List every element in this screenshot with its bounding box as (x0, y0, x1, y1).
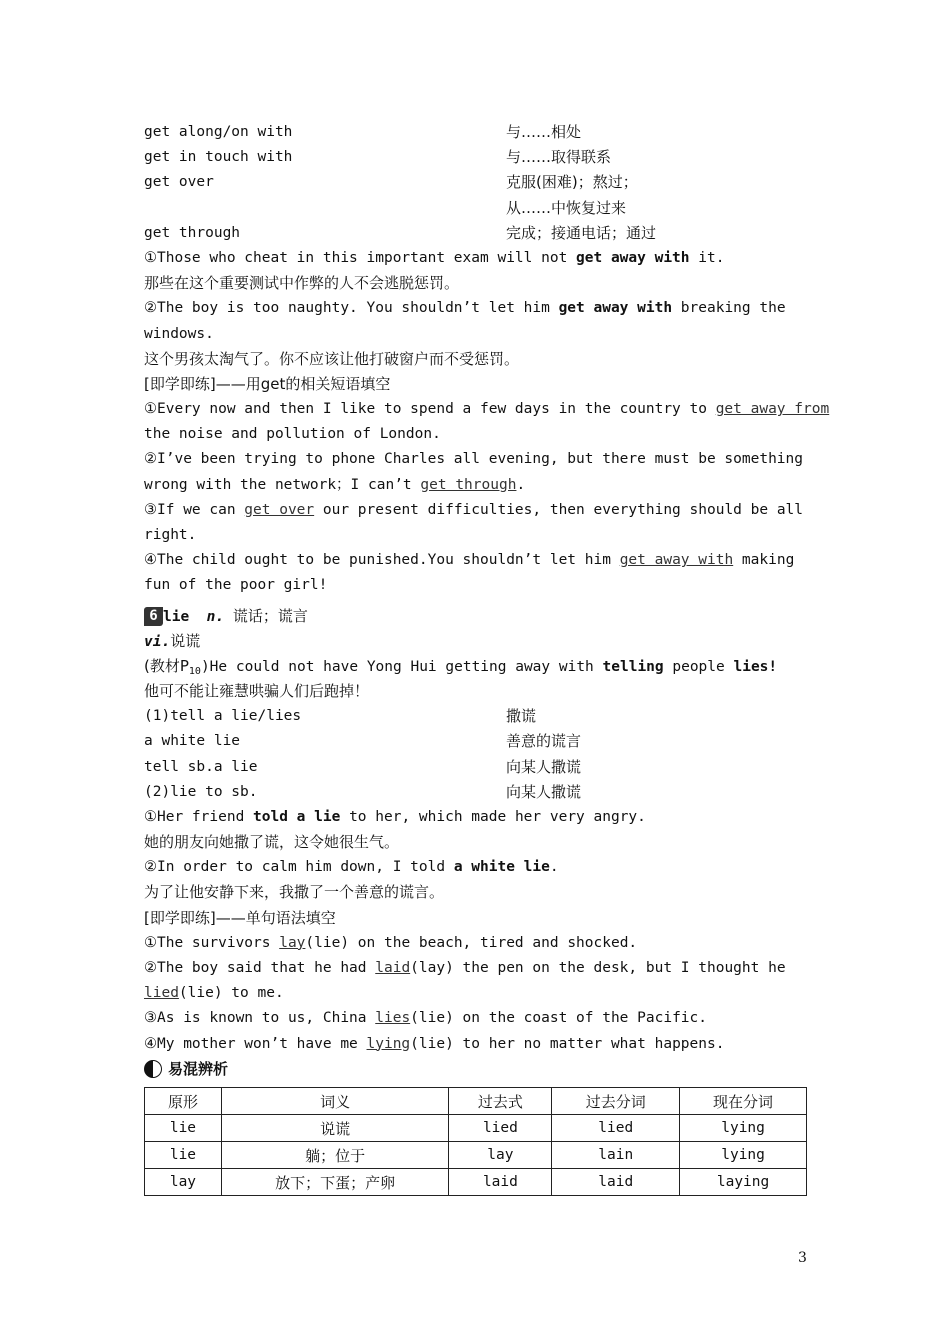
table-cell: lay (449, 1142, 552, 1169)
phrase-row (144, 704, 807, 729)
table-cell: lie (145, 1115, 222, 1142)
document-body (144, 120, 830, 1082)
section-number-icon: 6 (144, 607, 163, 626)
phrase: get over (144, 174, 214, 191)
practice-question: ④My mother won’t have me lying(lie) to her no matter what happens. (144, 1035, 725, 1052)
table-cell: 放下；下蛋；产卵 (221, 1169, 449, 1196)
table-cell: lain (552, 1142, 680, 1169)
table-row (145, 1115, 807, 1142)
example-translation: 这个男孩太淘气了。你不应该让他打破窗户而不受惩罚。 (144, 349, 520, 368)
discrimination-table (144, 1087, 807, 1196)
phrase-meaning: 完成；接通电话；通过 (506, 223, 657, 242)
example-sentence: ①Her friend told a lie to her, which made her very angry. (144, 808, 646, 825)
phrase: (1)tell a lie/lies (144, 708, 302, 725)
phrase-row (144, 196, 807, 221)
table-cell: lying (680, 1142, 807, 1169)
lie-vi-line: vi.说谎 (144, 631, 201, 650)
table-header-row (145, 1088, 807, 1115)
table-cell: lay (145, 1169, 222, 1196)
phrase-row (144, 145, 807, 170)
table-cell: 说谎 (221, 1115, 449, 1142)
phrase-row (144, 120, 807, 145)
yin-yang-icon (144, 1060, 162, 1078)
phrase-row (144, 221, 807, 246)
example-sentence: ②In order to calm him down, I told a white lie. (144, 859, 559, 876)
answer-blank: lay (279, 934, 306, 951)
phrase: tell sb.a lie (144, 758, 258, 775)
table-header: 过去分词 (552, 1088, 680, 1115)
table-cell: lied (449, 1115, 552, 1142)
phrase: a white lie (144, 733, 241, 750)
example-sentence: ②The boy is too naughty. You shouldn’t let him get away with breaking the (144, 300, 786, 317)
practice-heading: [即学即练]——用get的相关短语填空 (144, 374, 391, 393)
table-header: 原形 (145, 1088, 222, 1115)
practice-question: ①The survivors lay(lie) on the beach, tired and shocked. (144, 934, 638, 951)
phrase-meaning: 善意的谎言 (506, 732, 582, 751)
phrase-row (144, 170, 807, 195)
phrase-meaning: 向某人撒谎 (506, 782, 582, 801)
example-translation: 为了让他安静下来，我撒了一个善意的谎言。 (144, 883, 445, 902)
practice-question-cont: the noise and pollution of London. (144, 426, 441, 443)
practice-question: ④The child ought to be punished.You shouldn’t let him get away with making (144, 552, 795, 569)
answer-blank: get through (420, 476, 517, 493)
phrase: get through (144, 224, 241, 241)
practice-question: ②The boy said that he had laid(lay) the pen on the desk, but I thought he (144, 960, 786, 976)
phrase-meaning: 撒谎 (506, 707, 537, 726)
table-cell: lie (145, 1142, 222, 1169)
answer-blank: lied (144, 985, 179, 1002)
phrase-meaning: 向某人撒谎 (506, 757, 582, 776)
practice-question: ③As is known to us, China lies(lie) on the coast of the Pacific. (144, 1010, 707, 1027)
answer-blank: get away from (715, 401, 830, 418)
practice-question-cont: lied(lie) to me. (144, 985, 284, 1002)
phrase-row (144, 755, 807, 780)
example-sentence-cont: windows. (144, 325, 214, 342)
practice-question-cont: right. (144, 527, 197, 543)
table-cell: laying (680, 1169, 807, 1196)
discrimination-heading: 易混辨析 (144, 1057, 807, 1082)
table-header: 词义 (221, 1088, 449, 1115)
textbook-translation: 他可不能让雍慧哄骗人们后跑掉！ (144, 681, 370, 700)
answer-blank: lies (375, 1010, 411, 1027)
phrase: get along/on with (144, 124, 293, 140)
table-cell: laid (552, 1169, 680, 1196)
table-header: 现在分词 (680, 1088, 807, 1115)
answer-blank: get away with (619, 552, 734, 569)
practice-question: ③If we can get over our present difficulties, then everything should be all (144, 501, 804, 518)
phrase-meaning: 从……中恢复过来 (506, 198, 627, 217)
practice-heading: [即学即练]——单句语法填空 (144, 908, 336, 927)
example-translation: 那些在这个重要测试中作弊的人不会逃脱惩罚。 (144, 274, 460, 293)
phrase-meaning: 克服(困难)；熬过； (506, 173, 638, 192)
table-cell: lied (552, 1115, 680, 1142)
table-cell: 躺；位于 (221, 1142, 449, 1169)
table-header: 过去式 (449, 1088, 552, 1115)
table-row (145, 1169, 807, 1196)
practice-question: ②I’ve been trying to phone Charles all evening, but there must be something (144, 451, 803, 468)
phrase (144, 196, 506, 221)
example-translation: 她的朋友向她撒了谎，这令她很生气。 (144, 833, 400, 852)
answer-blank: lying (366, 1035, 411, 1052)
table-cell: lying (680, 1115, 807, 1142)
phrase-meaning: 与……取得联系 (506, 148, 612, 167)
practice-question-cont: wrong with the network；I can’t get through. (144, 476, 526, 493)
table-cell: laid (449, 1169, 552, 1196)
textbook-sentence: (教材$P_{10})He$ could not have Yong Hui getting away with telling people lies! (144, 656, 778, 677)
page-number: 3 (798, 1250, 807, 1266)
answer-blank: laid (375, 960, 411, 976)
phrase-row (144, 780, 807, 805)
practice-question-cont: fun of the poor girl! (144, 577, 328, 594)
phrase-meaning: 与……相处 (506, 123, 582, 141)
phrase-row (144, 729, 807, 754)
practice-question: ①Every now and then I like to spend a few days in the country to get away from (144, 401, 830, 418)
answer-blank: get over (244, 501, 315, 518)
example-sentence: ①Those who cheat in this important exam will not get away with it. (144, 249, 725, 266)
phrase: (2)lie to sb. (144, 783, 258, 800)
lie-heading: 6 lie n. 谎话；谎言 (144, 599, 807, 629)
table-row (145, 1142, 807, 1169)
phrase: get in touch with (144, 149, 293, 166)
